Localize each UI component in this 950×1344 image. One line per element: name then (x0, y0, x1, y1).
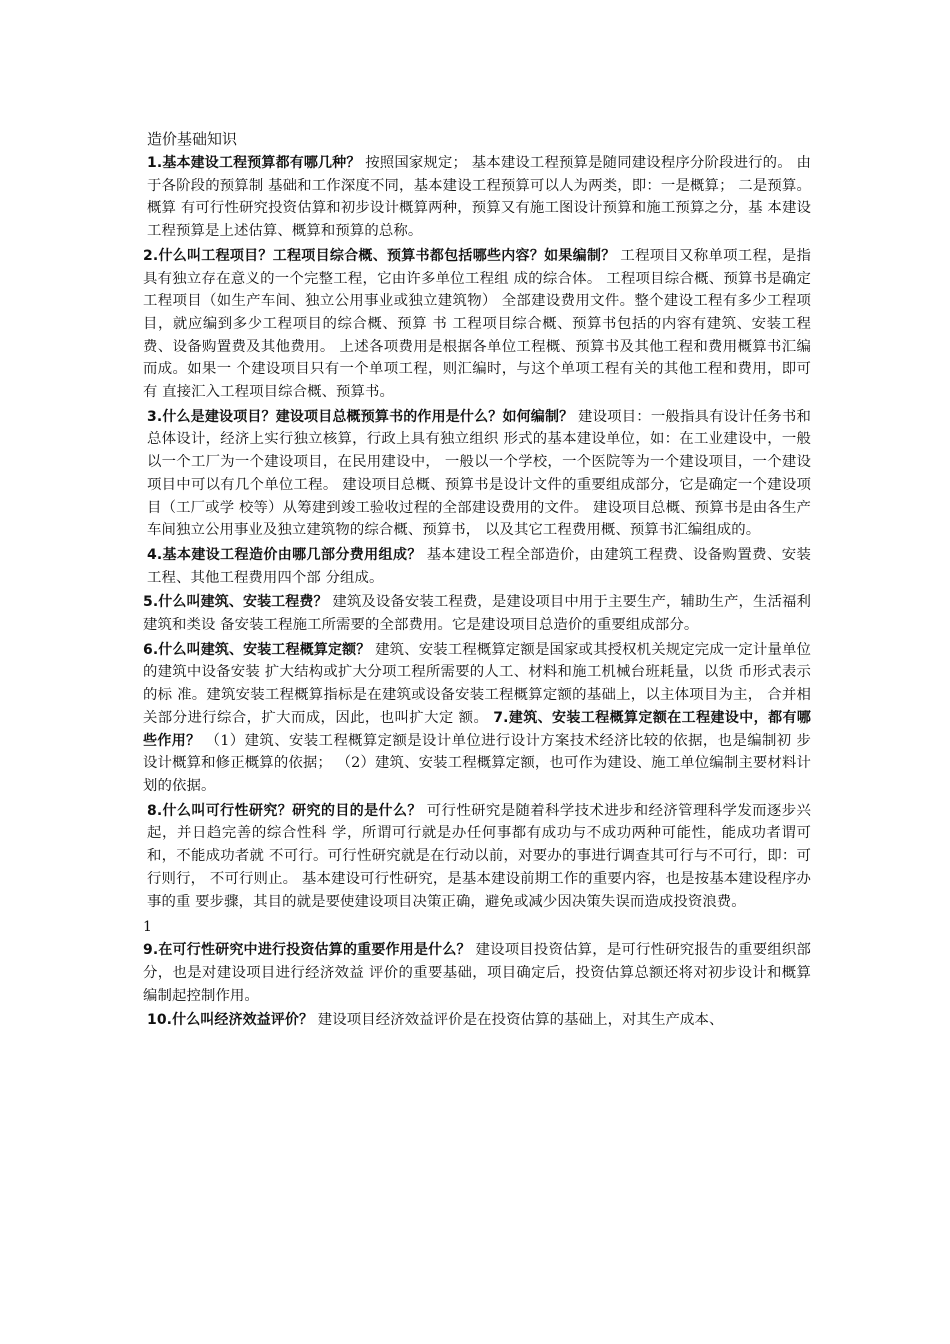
question-6: 6.什么叫建筑、安装工程概算定额？ (143, 641, 371, 658)
question-5: 5.什么叫建筑、安装工程费？ (143, 594, 328, 611)
question-2: 2.什么叫工程项目？工程项目综合概、预算书都包括哪些内容？如果编制？ (143, 247, 616, 264)
answer-3: 建设项目：一般指具有设计任务书和总体设计，经济上实行独立核算，行政上具有独立组织 形式的基本建设单位，如：在工业建设中，一般以一个工厂为一个建设项目，在民用建设中， 一般以一个学校，一个医院等为一个建设项目，一个建设项目中可以有几个单位工程。 建设项目总概、预算书是设计文件的重要组成部分，它是确定一个建设项目（工厂或学 校等）从筹建到竣工验收过程的全部建设费用的文件。 建设项目总概、预算书是由各生产车间独立公用事业及独立建筑物的综合概、预算书， 以及其它工程费用概、预算书汇编组成的。 (147, 408, 811, 539)
answer-10: 建设项目经济效益评价是在投资估算的基础上，对其生产成本、 (313, 1012, 724, 1029)
answer-6: 建筑、安装工程概算定额是国家或其授权机关规定完成一定计量单位的建筑中设备安装 扩大结构或扩大分项工程所需要的人工、材料和施工机械台班耗量，以货 币形式表示的标 准。建筑安装工程概算指标是在建筑或设备安装工程概算定额的基础上，以主体项目为主， 合并相关部分进行综合，扩大而成，因此，也叫扩大定 额。 (143, 641, 811, 726)
question-4: 4.基本建设工程造价由哪几部分费用组成？ (147, 546, 422, 563)
section-4 (143, 544, 811, 589)
section-1 (143, 152, 811, 243)
answer-9: 建设项目投资估算，是可行性研究报告的重要组织部分，也是对建设项目进行经济效益 评价的重要基础，项目确定后，投资估算总额还将对初步设计和概算编制起控制作用。 (143, 942, 811, 1004)
question-9: 9.在可行性研究中进行投资估算的重要作用是什么？ (143, 942, 471, 959)
question-8: 8.什么叫可行性研究？研究的目的是什么？ (147, 802, 422, 819)
question-3: 3.什么是建设项目？建设项目总概预算书的作用是什么？如何编制？ (147, 408, 574, 425)
answer-7: （1）建筑、安装工程概算定额是设计单位进行设计方案技术经济比较的依据，也是编制初 步设计概算和修正概算的依据； （2）建筑、安装工程概算定额，也可作为建设、施工单位编制主要材料计划的依据。 (143, 732, 811, 794)
answer-2: 工程项目又称单项工程，是指具有独立存在意义的一个完整工程，它由许多单位工程组 成的综合体。 工程项目综合概、预算书是确定工程项目（如生产车间、独立公用事业或独立建筑物） 全部建设费用文件。整个建设工程有多少工程项目，就应编到多少工程项目的综合概、预算 书 工程项目综合概、预算书包括的内容有建筑、安装工程费、设备购置费及其他费用。 上述各项费用是根据各单位工程概、预算书及其他工程和费用概算书汇编而成。如果一 个建设项目只有一个单项工程，则汇编时，与这个单项工程有关的其他工程和费用，即可有 直接汇入工程项目综合概、预算书。 (143, 247, 811, 401)
section-9 (143, 939, 811, 1007)
section-3 (143, 406, 811, 542)
section-2 (143, 245, 811, 404)
page-number: 1 (143, 919, 152, 936)
document-page (143, 128, 811, 1034)
answer-5: 建筑及设备安装工程费，是建设项目中用于主要生产，辅助生产，生活福利建筑和类设 备安装工程施工所需要的全部费用。它是建设项目总造价的重要组成部分。 (143, 594, 811, 634)
answer-8: 可行性研究是随着科学技术进步和经济管理科学发而逐步兴起，并日趋完善的综合性科 学，所谓可行就是办任何事都有成功与不成功两种可能性，能成功者谓可和，不能成功者就 不可行。可行性研究就是在行动以前，对要办的事进行调查其可行与不可行，即：可行则行， 不可行则止。 基本建设可行性研究，是基本建设前期工作的重要内容，也是按基本建设程序办事的重 要步骤，其目的就是要使建设项目决策正确，避免或减少因决策失误而造成投资浪费。 (147, 802, 811, 910)
answer-4: 基本建设工程全部造价，由建筑工程费、设备购置费、安装工程、其他工程费用四个部 分组成。 (147, 546, 811, 586)
question-7: 7.建筑、安装工程概算定额在工程建设中，都有哪些作用？ (143, 709, 811, 749)
question-1: 1.基本建设工程预算都有哪几种？ (147, 155, 361, 171)
doc-title: 造价基础知识 (147, 130, 238, 148)
section-5 (143, 591, 811, 636)
section-10 (143, 1009, 811, 1032)
section-8 (143, 800, 811, 914)
question-10: 10.什么叫经济效益评价？ (147, 1012, 314, 1029)
answer-1: 按照国家规定； 基本建设工程预算是随同建设程序分阶段进行的。 由于各阶段的预算制 基础和工作深度不同，基本建设工程预算可以人为两类，即：一是概算； 二是预算。概算 有可行性研究投资估算和初步设计概算两种，预算又有施工图设计预算和施工预算之分，基 本建设工程预算是上述估算、概算和预算的总称。 (147, 155, 811, 240)
section-6 (143, 639, 811, 798)
